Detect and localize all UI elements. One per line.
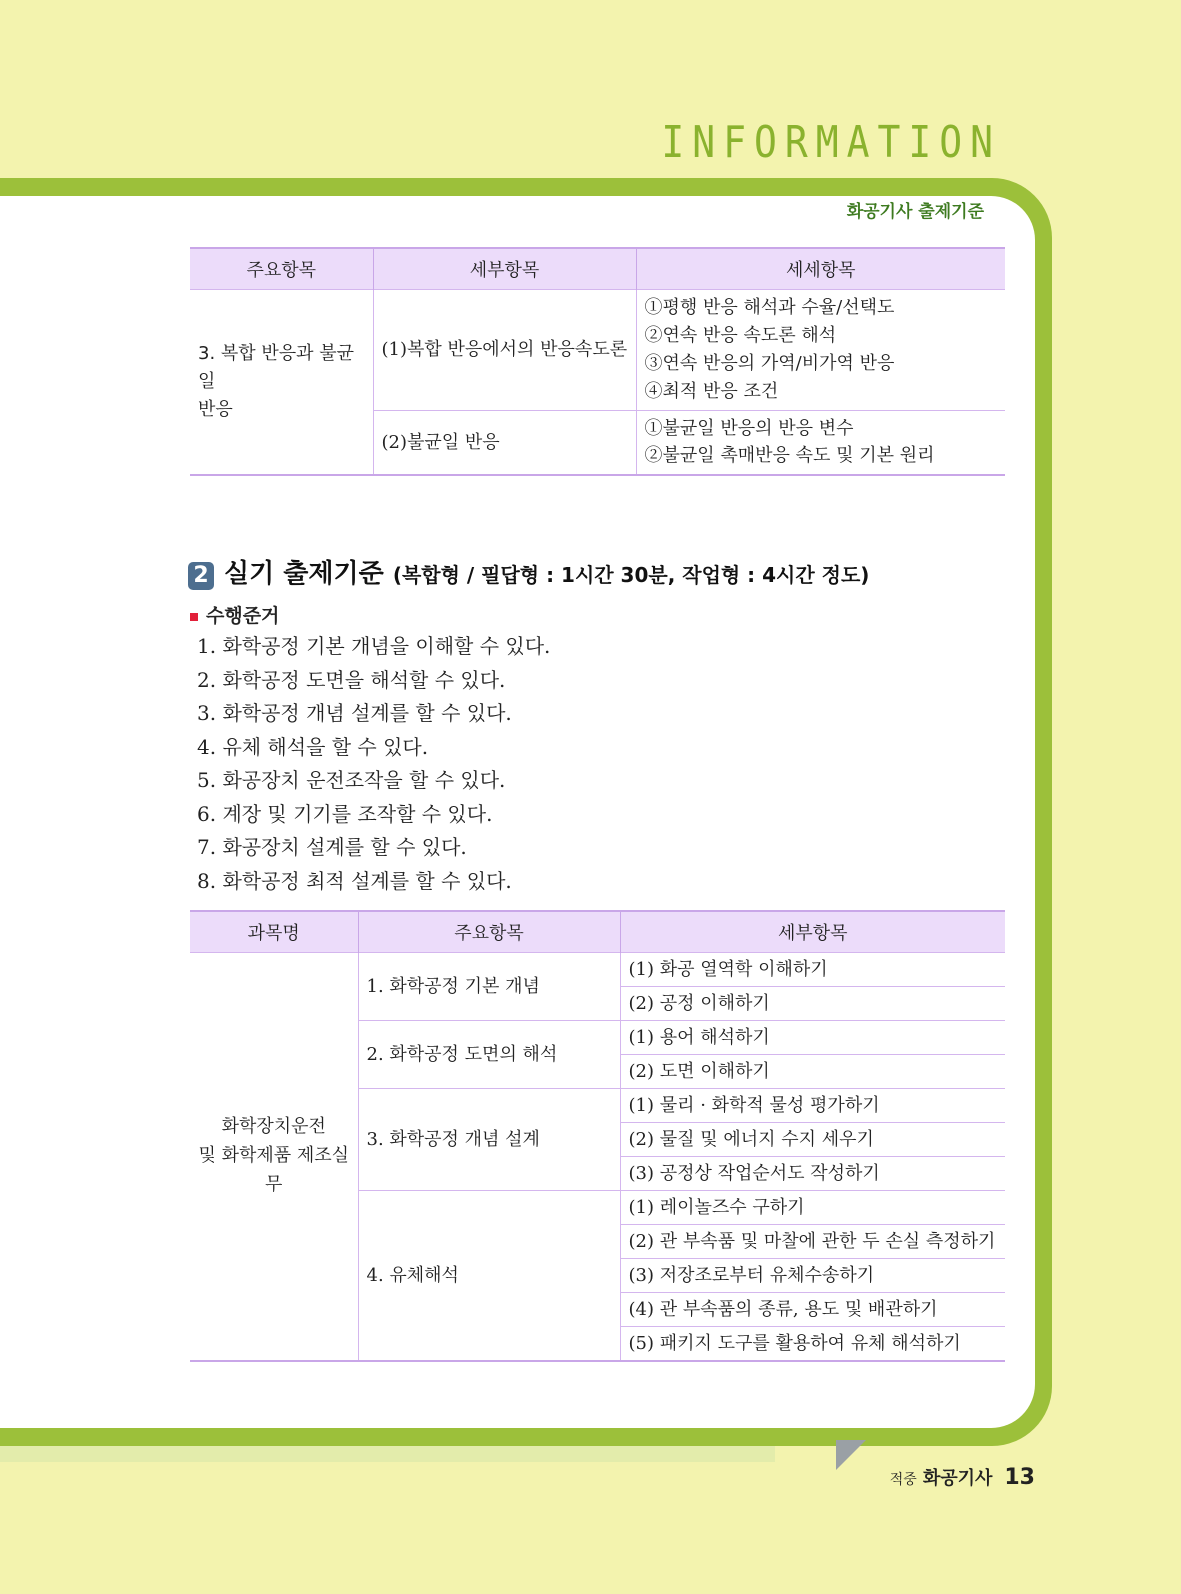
main-item: 1. 화학공정 기본 개념: [358, 953, 620, 1021]
book-name: 화공기사: [922, 1468, 993, 1489]
sub-item: (1)복합 반응에서의 반응속도론: [373, 290, 636, 411]
detail-item: ④최적 반응 조건: [644, 380, 779, 402]
main-item: 3. 복합 반응과 불균일 반응: [190, 290, 373, 476]
detail-item: ①불균일 반응의 반응 변수: [644, 417, 854, 439]
criteria-item: 2. 화학공정 도면을 해석할 수 있다.: [197, 667, 506, 692]
main-item: 3. 화학공정 개념 설계: [358, 1089, 620, 1191]
exam-criteria-table-written: [190, 247, 1005, 476]
col-header-main: 주요항목: [358, 911, 620, 953]
sub-item: (5) 패키지 도구를 활용하여 유체 해석하기: [620, 1327, 1005, 1362]
sub-item: (2) 관 부속품 및 마찰에 관한 두 손실 측정하기: [620, 1225, 1005, 1259]
page-footer: [890, 1464, 1035, 1490]
page-corner-tab: [836, 1440, 866, 1470]
col-header-detail: 세세항목: [636, 248, 1005, 290]
section-note: (복합형 / 필답형 : 1시간 30분, 작업형 : 4시간 정도): [392, 563, 870, 587]
detail-item: ②연속 반응 속도론 해석: [644, 324, 837, 346]
sub-item: (1) 용어 해석하기: [620, 1021, 1005, 1055]
col-header-sub: 세부항목: [620, 911, 1005, 953]
sub-item: (2)불균일 반응: [373, 410, 636, 475]
lower-strip: [0, 1446, 775, 1462]
red-square-bullet-icon: [190, 613, 198, 621]
section-title: 실기 출제기준: [224, 559, 384, 589]
footer-prefix: 적중: [889, 1472, 917, 1488]
page-number: 13: [1004, 1465, 1035, 1490]
sub-item: (1) 물리 · 화학적 물성 평가하기: [620, 1089, 1005, 1123]
col-header-sub: 세부항목: [373, 248, 636, 290]
sub-item: (4) 관 부속품의 종류, 용도 및 배관하기: [620, 1293, 1005, 1327]
sub-item: (1) 화공 열역학 이해하기: [620, 953, 1005, 987]
sub-item: (1) 레이놀즈수 구하기: [620, 1191, 1005, 1225]
criteria-item: 3. 화학공정 개념 설계를 할 수 있다.: [197, 701, 512, 725]
information-title: INFORMATION: [661, 116, 1001, 168]
subject-name: 화학장치운전 및 화학제품 제조실무: [190, 953, 358, 1362]
criteria-item: 7. 화공장치 설계를 할 수 있다.: [197, 835, 467, 859]
sub-item: (3) 저장조로부터 유체수송하기: [620, 1259, 1005, 1293]
criteria-title: 수행준거: [206, 605, 280, 627]
main-item: 2. 화학공정 도면의 해석: [358, 1021, 620, 1089]
criteria-item: 1. 화학공정 기본 개념을 이해할 수 있다.: [197, 634, 551, 658]
criteria-item: 8. 화학공정 최적 설계를 할 수 있다.: [197, 868, 512, 893]
sub-item: (3) 공정상 작업순서도 작성하기: [620, 1157, 1005, 1191]
section-number: 2: [188, 562, 214, 590]
exam-criteria-table-practical: [190, 910, 1005, 1362]
criteria-item: 6. 계장 및 기기를 조작할 수 있다.: [197, 801, 493, 826]
detail-item: ①평행 반응 해석과 수율/선택도: [644, 297, 895, 318]
detail-item: ②불균일 촉매반응 속도 및 기본 원리: [644, 445, 935, 467]
section-heading: [188, 553, 869, 590]
sub-item: (2) 공정 이해하기: [620, 987, 1005, 1021]
page-subtitle: 화공기사 출제기준: [846, 202, 984, 222]
criteria-item: 5. 화공장치 운전조작을 할 수 있다.: [197, 768, 506, 792]
sub-item: (2) 물질 및 에너지 수지 세우기: [620, 1123, 1005, 1157]
detail-list: [636, 290, 1005, 411]
detail-item: ③연속 반응의 가역/비가역 반응: [644, 352, 895, 374]
main-item: 4. 유체해석: [358, 1191, 620, 1362]
col-header-subject: 과목명: [190, 911, 358, 953]
detail-list: [636, 410, 1005, 475]
criteria-list: [197, 630, 550, 898]
col-header-main: 주요항목: [190, 248, 373, 290]
sub-item: (2) 도면 이해하기: [620, 1055, 1005, 1089]
criteria-heading: [190, 601, 279, 628]
criteria-item: 4. 유체 해석을 할 수 있다.: [197, 734, 429, 759]
